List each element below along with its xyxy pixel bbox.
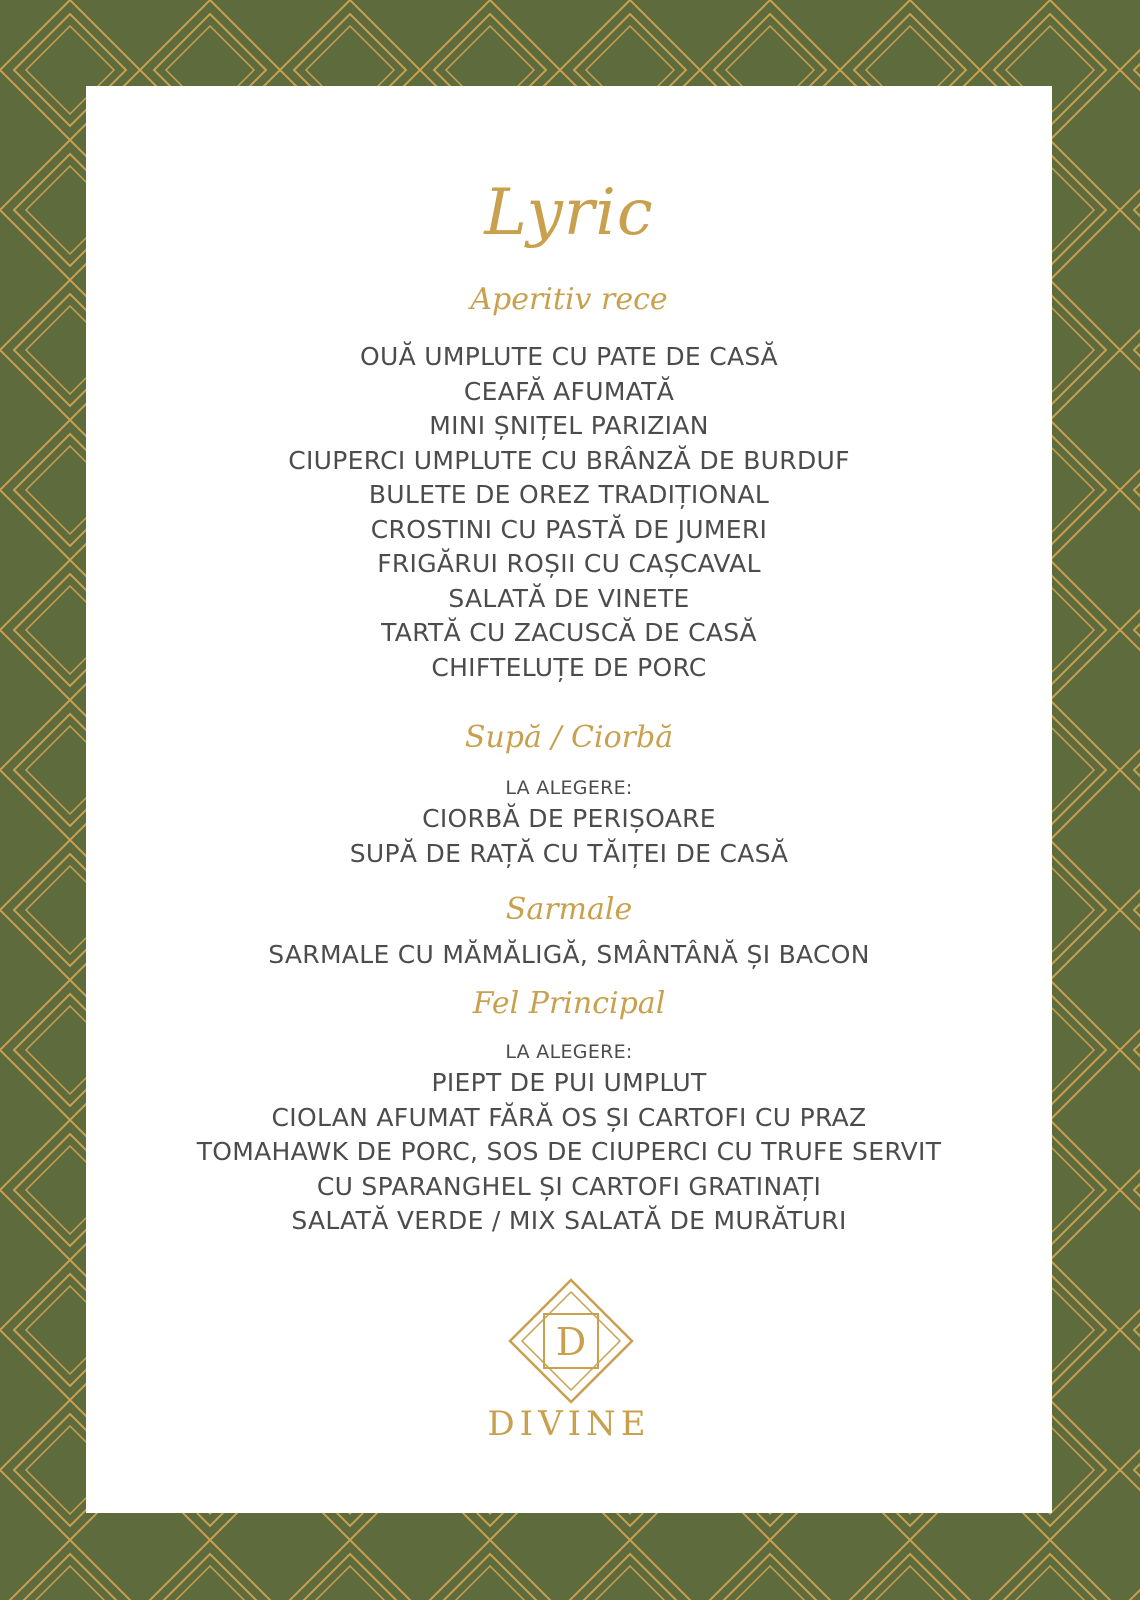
list-item: TOMAHAWK DE PORC, SOS DE CIUPERCI CU TRUFE SERVIT [196, 1137, 942, 1166]
section-heading-sarmale: Sarmale [505, 892, 633, 927]
list-item: PIEPT DE PUI UMPLUT [431, 1068, 707, 1097]
section-heading-main-course: Fel Principal [472, 986, 666, 1021]
choice-note: LA ALEGERE: [505, 777, 633, 799]
logo-letter: D [555, 1320, 587, 1364]
list-item: CEAFĂ AFUMATĂ [463, 376, 675, 406]
cold-appetizer-list [86, 340, 1052, 685]
menu-title: Lyric [484, 176, 654, 250]
list-item: CIOLAN AFUMAT FĂRĂ OS ȘI CARTOFI CU PRAZ [271, 1102, 867, 1132]
list-item: OUĂ UMPLUTE CU PATE DE CASĂ [360, 342, 778, 371]
list-item: CU SPARANGHEL ȘI CARTOFI GRATINAȚI [316, 1171, 822, 1201]
menu-card [86, 86, 1052, 1513]
list-item: CIORBĂ DE PERIȘOARE [422, 804, 716, 833]
brand-name: DIVINE [487, 1404, 651, 1444]
list-item: CIUPERCI UMPLUTE CU BRÂNZĂ DE BURDUF [288, 445, 850, 475]
list-item: BULETE DE OREZ TRADIȚIONAL [368, 480, 770, 509]
list-item: SALATĂ DE VINETE [448, 583, 690, 613]
section-heading-cold-appetizer: Aperitiv rece [470, 282, 668, 317]
list-item: CROSTINI CU PASTĂ DE JUMERI [370, 514, 768, 544]
sarmale-list [86, 938, 1052, 973]
section-heading-soup: Supă / Ciorbă [464, 720, 674, 755]
divine-logo-icon [506, 1276, 636, 1406]
list-item: SUPĂ DE RAȚĂ CU TĂIȚEI DE CASĂ [349, 838, 789, 868]
soup-list [86, 774, 1052, 871]
list-item: TARTĂ CU ZACUSCĂ DE CASĂ [381, 618, 757, 647]
list-item: CHIFTELUȚE DE PORC [431, 652, 707, 682]
list-item: FRIGĂRUI ROȘII CU CAȘCAVAL [377, 549, 761, 578]
list-item: SALATĂ VERDE / MIX SALATĂ DE MURĂTURI [291, 1206, 847, 1235]
list-item: MINI ȘNIȚEL PARIZIAN [429, 411, 709, 440]
choice-note: LA ALEGERE: [505, 1041, 633, 1063]
list-item: SARMALE CU MĂMĂLIGĂ, SMÂNTÂNĂ ȘI BACON [268, 940, 870, 969]
main-course-list [86, 1038, 1052, 1239]
